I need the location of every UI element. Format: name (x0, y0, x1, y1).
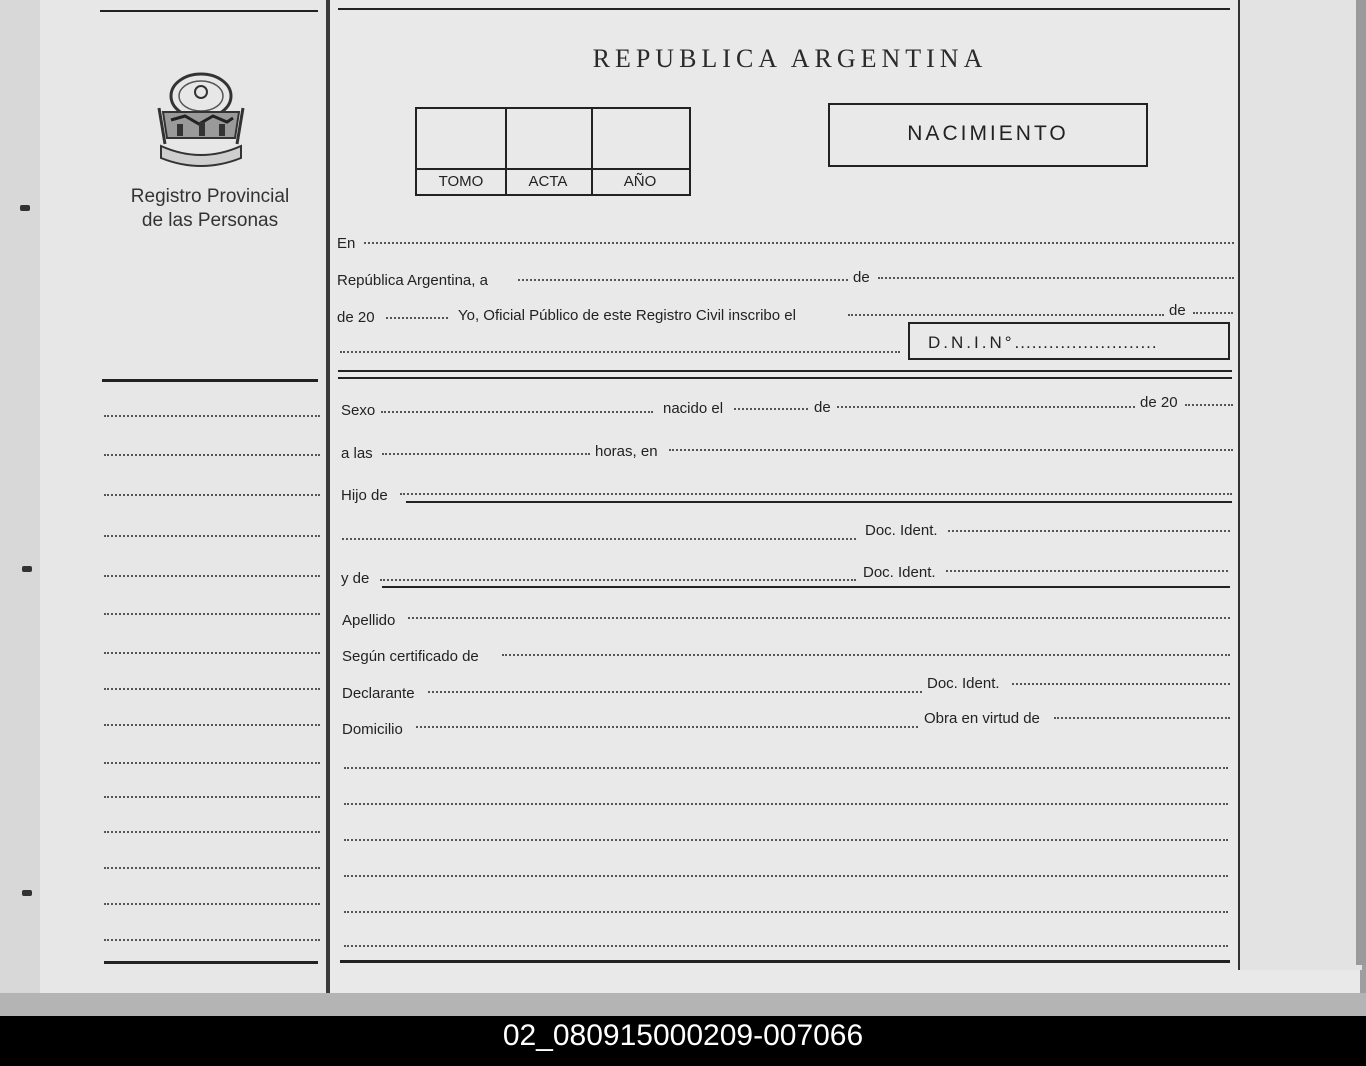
field-sexo[interactable] (381, 410, 653, 413)
left-note-line (104, 453, 320, 456)
left-note-line (104, 574, 320, 577)
label-doc-ident-declarante: Doc. Ident. (927, 675, 1000, 692)
father-underline (406, 501, 1232, 503)
field-anio[interactable] (386, 316, 448, 319)
dni-label: D.N.I.N° (928, 333, 1015, 352)
notes-line[interactable] (344, 910, 1228, 913)
binder-edge (0, 0, 41, 995)
label-doc-ident-padre: Doc. Ident. (865, 522, 938, 539)
book-reference-box (415, 107, 691, 196)
left-note-line (104, 687, 320, 690)
anio-cell[interactable] (591, 109, 689, 194)
dni-dots: ......................... (1014, 333, 1158, 352)
record-type-box: NACIMIENTO (828, 103, 1148, 167)
label-de-mes: de (853, 269, 870, 286)
image-id-caption: 02_080915000209-007066 (502, 1019, 864, 1052)
right-margin (1238, 0, 1362, 970)
field-en[interactable] (364, 241, 1234, 244)
top-rule-right (338, 8, 1230, 10)
left-note-line (104, 866, 320, 869)
label-a-las: a las (341, 445, 373, 462)
acta-label: ACTA (505, 168, 591, 194)
left-note-line (104, 612, 320, 615)
field-padre-cont[interactable] (342, 537, 856, 540)
field-apellido[interactable] (408, 616, 1230, 619)
left-section-rule (102, 379, 318, 382)
left-note-line (104, 761, 320, 764)
registry-line-2: de las Personas (141, 210, 279, 231)
field-doc-madre[interactable] (946, 569, 1228, 572)
label-hijo-de: Hijo de (341, 487, 388, 504)
left-note-line (104, 493, 320, 496)
notes-line[interactable] (344, 944, 1228, 947)
field-inscribo[interactable] (848, 313, 1164, 316)
section-rule-2 (338, 377, 1232, 379)
field-mes[interactable] (878, 276, 1234, 279)
label-apellido: Apellido (342, 612, 396, 629)
field-inscribo-de[interactable] (1193, 311, 1233, 314)
field-lugar[interactable] (669, 448, 1233, 451)
label-de-20-nacido: de 20 (1140, 394, 1178, 411)
left-note-line (104, 938, 320, 941)
field-declarante[interactable] (428, 690, 922, 693)
left-note-line (104, 795, 320, 798)
left-note-line (104, 723, 320, 726)
label-yo-oficial: Yo, Oficial Público de este Registro Civil inscribo el (458, 307, 796, 324)
field-domicilio[interactable] (416, 725, 918, 728)
dni-box[interactable] (908, 322, 1230, 360)
binder-ring (20, 205, 30, 211)
field-hora[interactable] (382, 452, 590, 455)
top-rule-left (100, 10, 318, 12)
country-heading: REPUBLICA ARGENTINA (592, 44, 988, 73)
field-doc-padre[interactable] (948, 529, 1230, 532)
book-cover-bottom (0, 993, 1366, 1018)
field-nombre[interactable] (340, 350, 900, 353)
binder-ring (22, 890, 32, 896)
label-sexo: Sexo (341, 402, 376, 419)
label-domicilio: Domicilio (342, 721, 403, 738)
left-bottom-rule (104, 961, 318, 964)
label-doc-ident-madre: Doc. Ident. (863, 564, 936, 581)
left-note-line (104, 902, 320, 905)
label-de-inscribo: de (1169, 302, 1186, 319)
binder-ring (22, 566, 32, 572)
label-segun-certificado: Según certificado de (342, 648, 479, 665)
notes-line[interactable] (344, 874, 1228, 877)
field-nacido-mes[interactable] (837, 405, 1135, 408)
label-horas-en: horas, en (595, 443, 658, 460)
anio-label: AÑO (591, 168, 689, 194)
left-note-line (104, 414, 320, 417)
field-nacido-dia[interactable] (734, 407, 808, 410)
label-nacido-el: nacido el (663, 400, 724, 417)
notes-line[interactable] (344, 766, 1228, 769)
left-note-line (104, 830, 320, 833)
label-de-20: de 20 (337, 309, 375, 326)
field-madre[interactable] (380, 578, 856, 581)
bottom-rule (340, 960, 1230, 963)
field-obra-en-virtud[interactable] (1054, 716, 1230, 719)
notes-line[interactable] (344, 802, 1228, 805)
section-rule-1 (338, 370, 1232, 372)
page-gutter (326, 0, 330, 993)
notes-line[interactable] (344, 838, 1228, 841)
acta-cell[interactable] (505, 109, 593, 194)
field-padre[interactable] (400, 492, 1232, 495)
field-doc-declarante[interactable] (1012, 682, 1230, 685)
field-certificado[interactable] (502, 653, 1230, 656)
left-note-line (104, 651, 320, 654)
book-cover-edge (1356, 0, 1366, 965)
label-y-de: y de (341, 570, 370, 587)
label-en: En (337, 235, 356, 252)
misiones-seal-icon (155, 68, 247, 168)
left-note-line (104, 534, 320, 537)
tomo-label: TOMO (417, 168, 505, 194)
label-obra-en-virtud: Obra en virtud de (924, 710, 1040, 727)
label-de-nacido: de (814, 399, 831, 416)
mother-underline (382, 586, 1230, 588)
field-nacido-anio[interactable] (1185, 403, 1233, 406)
registry-line-1: Registro Provincial (130, 186, 290, 207)
label-republica: República Argentina, a (337, 272, 488, 289)
label-declarante: Declarante (342, 685, 415, 702)
tomo-cell[interactable] (417, 109, 507, 194)
registry-title (90, 185, 330, 233)
field-dia[interactable] (518, 278, 848, 281)
